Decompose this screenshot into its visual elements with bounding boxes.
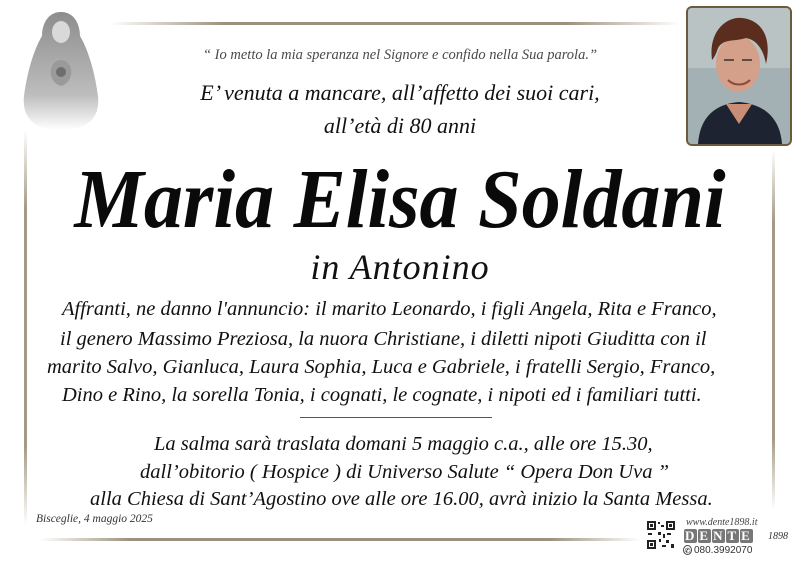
deceased-name: Maria Elisa Soldani <box>74 153 726 246</box>
announcement-line-1: Affranti, ne danno l'annuncio: il marito Leonardo, i figli Angela, Rita e Franco, <box>62 298 717 320</box>
separator-line <box>300 417 492 418</box>
announcement-line-2: il genero Massimo Preziosa, la nuora Christiane, i diletti nipoti Giuditta con il <box>60 328 707 350</box>
intro-line-2: all’età di 80 anni <box>323 113 477 138</box>
logo-letter: E <box>741 528 752 543</box>
agency-url: www.dente1898.it <box>686 517 758 528</box>
frame-right-border <box>772 150 775 510</box>
phone-icon: ✆ <box>684 547 691 555</box>
intro-line-1: E’ venuta a mancare, all’affetto dei suoi cari, <box>200 80 600 105</box>
spouse-line: in Antonino <box>310 247 490 287</box>
announcement-line-3: marito Salvo, Gianluca, Laura Sophia, Luca e Gabriele, i fratelli Sergio, Franco, <box>47 356 716 378</box>
funeral-line-3: alla Chiesa di Sant’Agostino ove alle ore 16.00, avrà inizio la Santa Messa. <box>90 488 713 510</box>
qr-code-icon <box>646 520 676 550</box>
logo-letter: D <box>685 528 697 543</box>
logo-letter: E <box>699 528 711 543</box>
portrait-photo <box>686 6 792 146</box>
funeral-line-2: dall’obitorio ( Hospice ) di Universo Salute “ Opera Don Uva ” <box>140 461 669 483</box>
frame-top-border <box>110 22 680 25</box>
frame-left-border <box>24 130 27 525</box>
place-date: Bisceglie, 4 maggio 2025 <box>36 513 153 525</box>
funeral-line-1: La salma sarà traslata domani 5 maggio c.a., alle ore 15.30, <box>154 433 653 455</box>
agency-logo <box>684 528 754 544</box>
logo-letter: T <box>727 528 739 543</box>
quote-text: “ Io metto la mia speranza nel Signore e confido nella Sua parola.” <box>202 47 598 63</box>
frame-bottom-border <box>40 538 640 541</box>
announcement-line-4: Dino e Rino, la sorella Tonia, i cognati, le cognate, i nipoti ed i familiari tutti. <box>62 384 702 406</box>
agency-year: 1898 <box>768 531 788 542</box>
madonna-image <box>12 6 110 130</box>
agency-phone: 080.3992070 <box>694 545 753 556</box>
portrait-illustration <box>688 8 790 144</box>
logo-letter: N <box>713 528 725 543</box>
